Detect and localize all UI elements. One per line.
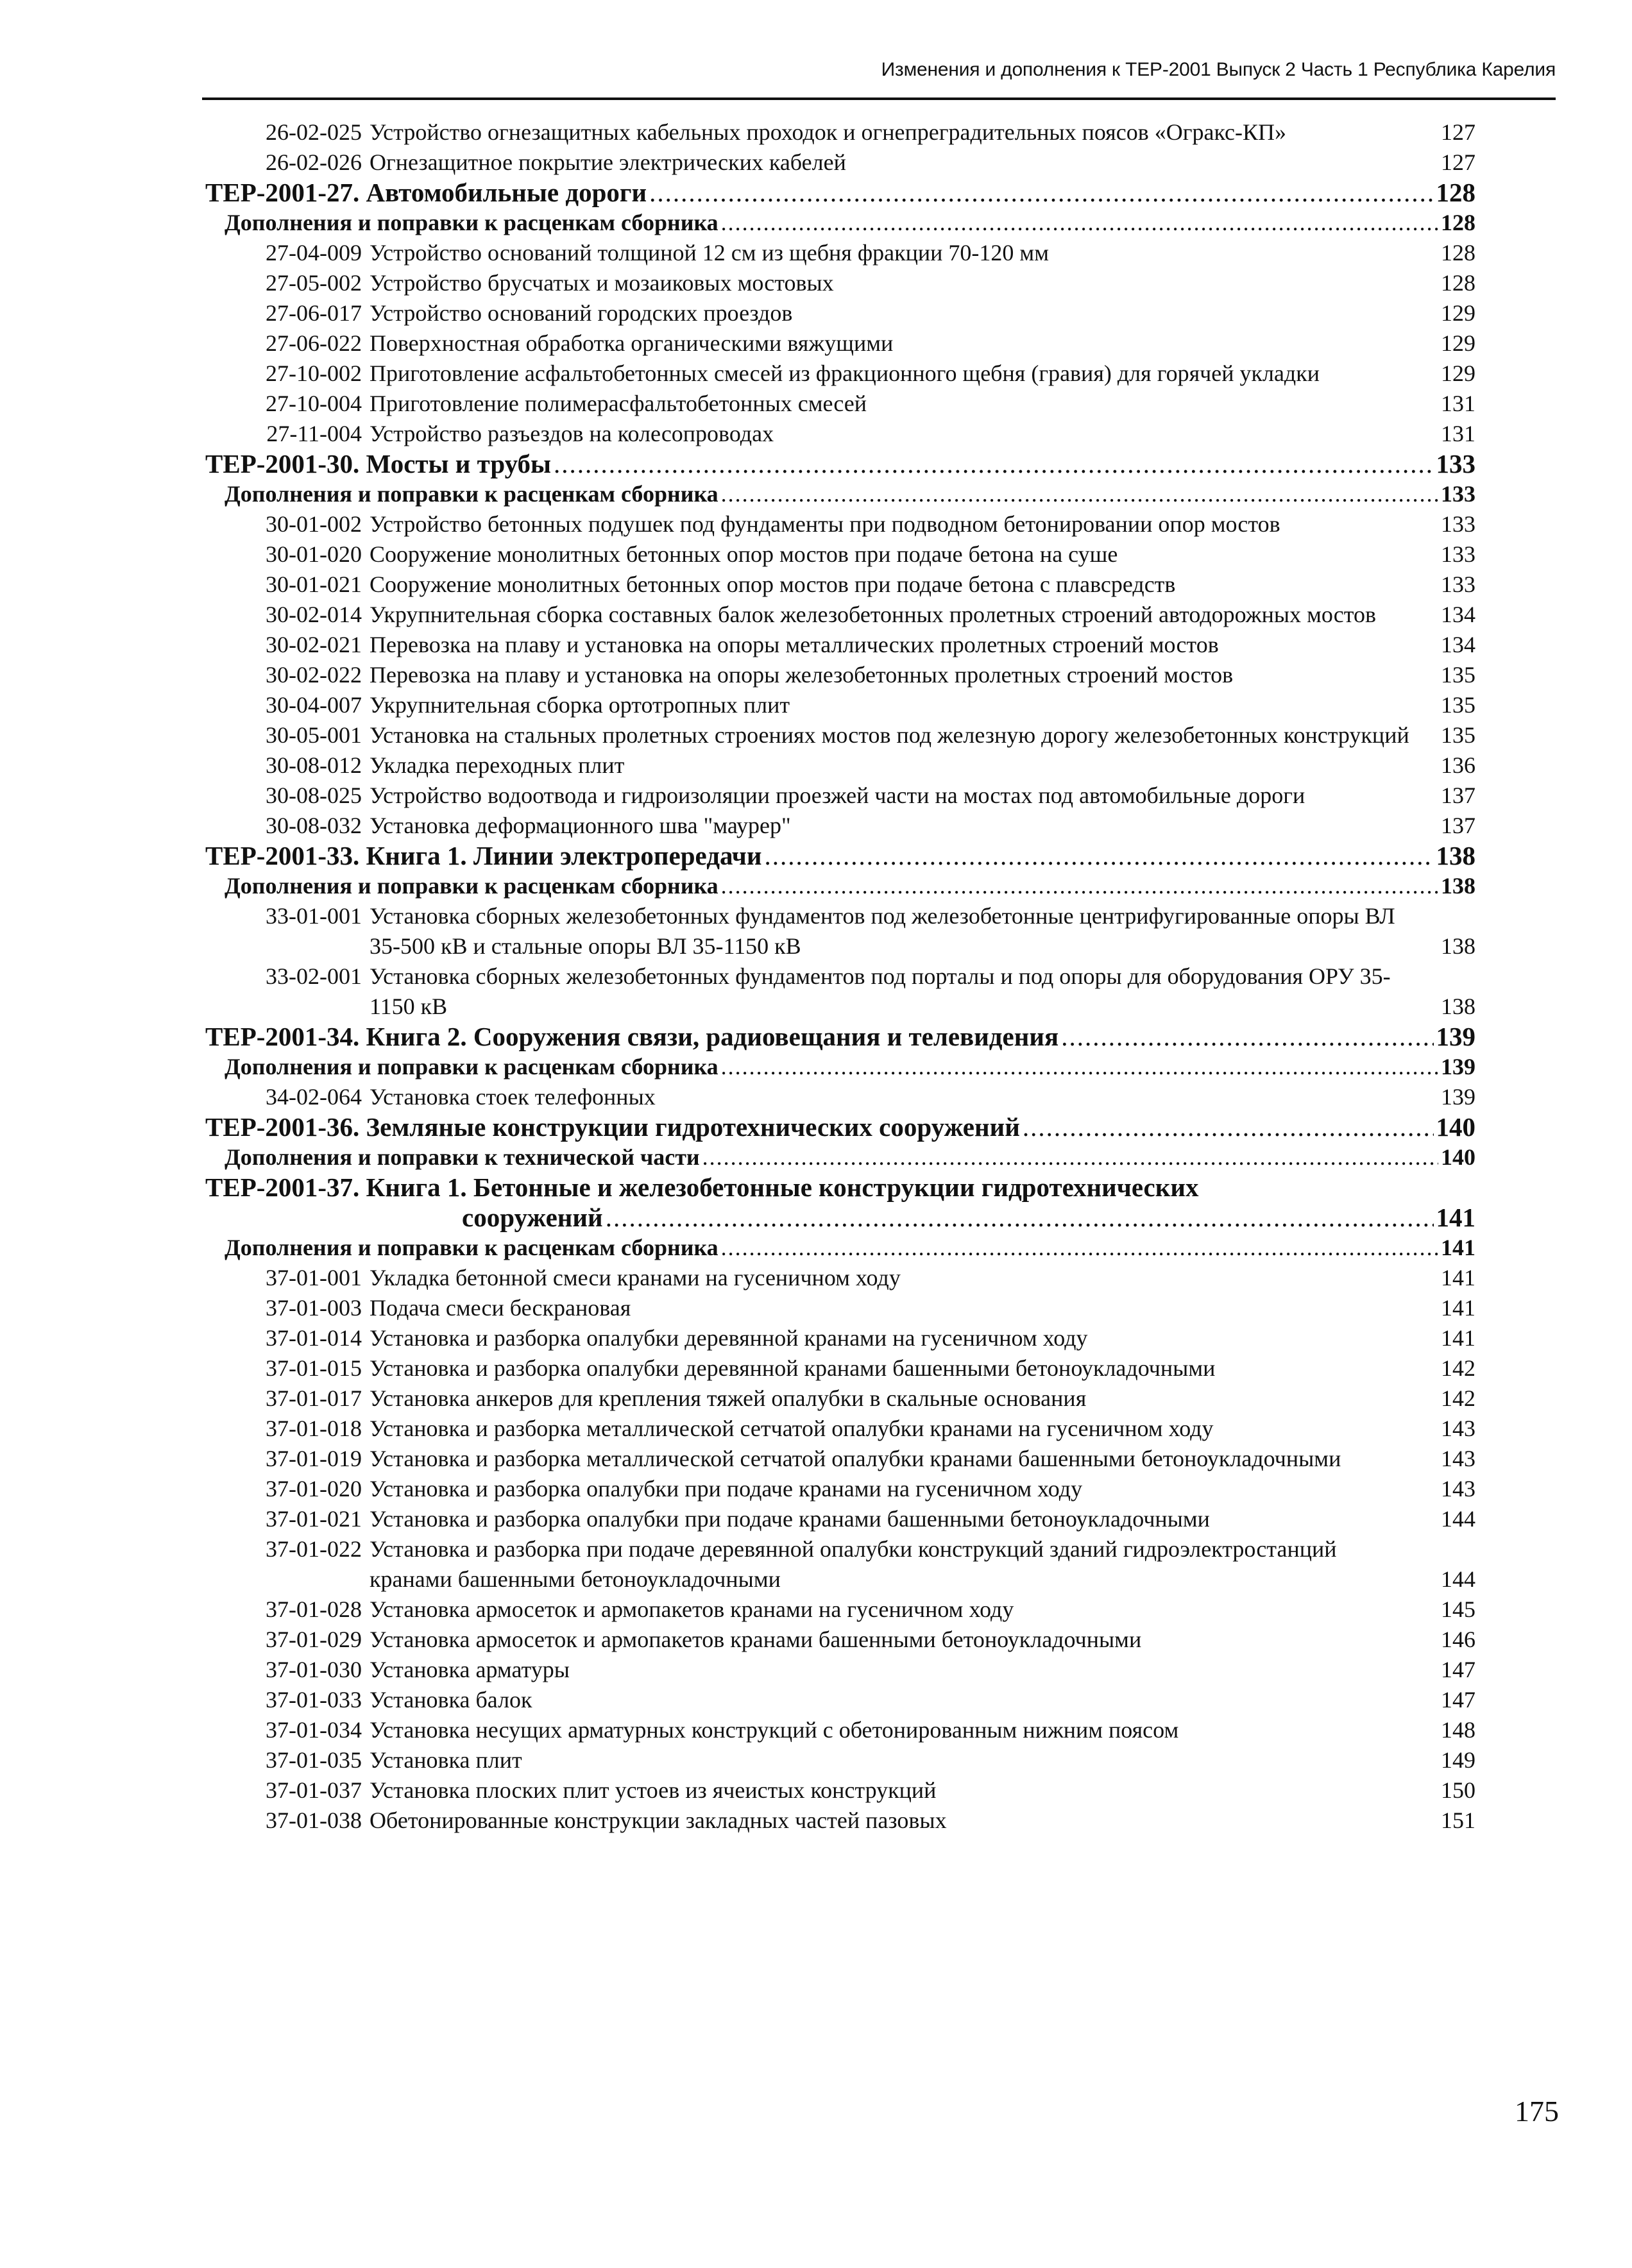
- toc-entry[interactable]: [205, 690, 1475, 720]
- entry-code: 27-06-017: [266, 300, 362, 326]
- subsection-heading-33[interactable]: [205, 871, 1475, 901]
- entry-page: 141: [1441, 1295, 1475, 1321]
- entry-page: 146: [1441, 1627, 1475, 1652]
- entry-page: 134: [1441, 602, 1475, 627]
- dot-leader: [765, 841, 1434, 871]
- section-title: ТЕР-2001-30. Мосты и трубы: [205, 449, 552, 478]
- entry-page: 151: [1441, 1807, 1475, 1833]
- toc-entry[interactable]: [205, 359, 1475, 389]
- entry-page: 133: [1441, 571, 1475, 597]
- entry-page: 135: [1441, 722, 1475, 748]
- entry-code: 30-08-032: [266, 813, 362, 838]
- entry-title: Поверхностная обработка органическими вяжущими: [370, 330, 894, 356]
- section-page: 138: [1436, 841, 1475, 870]
- dot-leader: [721, 871, 1438, 901]
- subsection-page: 133: [1441, 481, 1475, 507]
- entry-page: 131: [1441, 421, 1475, 446]
- entry-title: Установка сборных железобетонных фундаментов под железобетонные центрифугированные опоры ВЛ 35-500 кВ и стальные опоры ВЛ 35-1150 кВ: [370, 903, 1395, 959]
- dot-leader: [721, 1052, 1438, 1082]
- entry-title: Установка на стальных пролетных строениях мостов под железную дорогу железобетонных конструкций: [370, 722, 1409, 748]
- toc-entry[interactable]: [205, 901, 1475, 961]
- entry-title: Укладка переходных плит: [370, 752, 625, 778]
- subsection-title: Дополнения и поправки к расценкам сборника: [225, 873, 718, 899]
- toc-entry[interactable]: [205, 600, 1475, 630]
- entry-code: 37-01-022: [266, 1536, 362, 1562]
- toc-entry[interactable]: [205, 268, 1475, 298]
- toc-entry[interactable]: [205, 1353, 1475, 1384]
- entry-code: 37-01-003: [266, 1295, 362, 1321]
- entry-title: Установка и разборка при подаче деревянной опалубки конструкций зданий гидроэлектростанций кранами башенными бетоноукладочными: [370, 1536, 1337, 1592]
- entry-title: Устройство оснований городских проездов: [370, 300, 793, 326]
- toc-entry[interactable]: [205, 720, 1475, 750]
- entry-code: 37-01-020: [266, 1476, 362, 1502]
- entry-title: Установка арматуры: [370, 1657, 570, 1682]
- entry-code: 30-08-012: [266, 752, 362, 778]
- entry-code: 37-01-028: [266, 1596, 362, 1622]
- entry-page: 145: [1441, 1596, 1475, 1622]
- entry-title: Установка и разборка металлической сетчатой опалубки кранами башенными бетоноукладочными: [370, 1446, 1341, 1471]
- subsection-heading-30[interactable]: [205, 479, 1475, 509]
- section-heading-37[interactable]: [205, 1172, 1475, 1233]
- entry-title: Устройство водоотвода и гидроизоляции проезжей части на мостах под автомобильные дороги: [370, 783, 1305, 808]
- toc-entry[interactable]: [205, 781, 1475, 811]
- toc-entry[interactable]: [205, 1745, 1475, 1775]
- dot-leader: [649, 178, 1433, 208]
- dot-leader: [554, 449, 1433, 479]
- toc-entry[interactable]: [205, 148, 1475, 178]
- entry-page: 128: [1441, 270, 1475, 296]
- entry-code: 33-01-001: [266, 903, 362, 929]
- entry-code: 37-01-035: [266, 1747, 362, 1773]
- entry-page: 144: [1441, 1566, 1475, 1592]
- toc-entry[interactable]: [205, 961, 1475, 1022]
- entry-title: Установка армосеток и армопакетов кранами башенными бетоноукладочными: [370, 1627, 1142, 1652]
- entry-title: Установка стоек телефонных: [370, 1084, 656, 1110]
- entry-page: 133: [1441, 541, 1475, 567]
- toc-entry[interactable]: [205, 509, 1475, 539]
- entry-title: Перевозка на плаву и установка на опоры железобетонных пролетных строений мостов: [370, 662, 1234, 688]
- toc-entry[interactable]: [205, 298, 1475, 328]
- page-number: 175: [1515, 2095, 1559, 2128]
- entry-code: 34-02-064: [266, 1084, 362, 1110]
- section-page: 139: [1436, 1022, 1475, 1051]
- entry-page: 147: [1441, 1687, 1475, 1713]
- section-title: ТЕР-2001-33. Книга 1. Линии электропередачи: [205, 841, 762, 870]
- entry-title: Сооружение монолитных бетонных опор мостов при подаче бетона с плавсредств: [370, 571, 1176, 597]
- section-page: 133: [1436, 449, 1475, 478]
- dot-leader: [702, 1142, 1438, 1172]
- entry-code: 37-01-015: [266, 1355, 362, 1381]
- entry-title: Подача смеси бескрановая: [370, 1295, 631, 1321]
- entry-title: Сооружение монолитных бетонных опор мостов при подаче бетона на суше: [370, 541, 1118, 567]
- entry-code: 30-01-002: [266, 511, 362, 537]
- entry-title: Установка несущих арматурных конструкций с обетонированным нижним поясом: [370, 1717, 1179, 1743]
- section-title: ТЕР-2001-27. Автомобильные дороги: [205, 178, 647, 207]
- subsection-heading-34[interactable]: [205, 1052, 1475, 1082]
- entry-code: 30-02-014: [266, 602, 362, 627]
- entry-title: Установка армосеток и армопакетов кранами на гусеничном ходу: [370, 1596, 1014, 1622]
- entry-code: 37-01-019: [266, 1446, 362, 1471]
- toc-entry[interactable]: [205, 1504, 1475, 1534]
- entry-code: 27-05-002: [266, 270, 362, 296]
- entry-page: 142: [1441, 1385, 1475, 1411]
- entry-title: Установка сборных железобетонных фундаментов под порталы и под опоры для оборудования ОРУ 35-1150 кВ: [370, 963, 1391, 1019]
- entry-title: Устройство огнезащитных кабельных проходок и огнепреградительных поясов «Огракс-КП»: [370, 119, 1287, 145]
- entry-code: 37-01-030: [266, 1657, 362, 1682]
- entry-title: Установка плоских плит устоев из ячеистых конструкций: [370, 1777, 937, 1803]
- entry-code: 37-01-033: [266, 1687, 362, 1713]
- entry-code: 37-01-034: [266, 1717, 362, 1743]
- entry-page: 150: [1441, 1777, 1475, 1803]
- entry-code: 30-02-021: [266, 632, 362, 657]
- subsection-title: Дополнения и поправки к технической части: [225, 1144, 700, 1170]
- dot-leader: [1023, 1112, 1434, 1142]
- toc-entry[interactable]: [205, 1323, 1475, 1353]
- section-heading-30[interactable]: [205, 449, 1475, 479]
- entry-code: 37-01-014: [266, 1325, 362, 1351]
- entry-code: 37-01-029: [266, 1627, 362, 1652]
- subsection-page: 141: [1441, 1235, 1475, 1260]
- toc-entry[interactable]: [205, 1715, 1475, 1745]
- toc-entry[interactable]: [205, 1474, 1475, 1504]
- section-heading-34[interactable]: [205, 1022, 1475, 1052]
- dot-leader: [721, 208, 1438, 238]
- toc-entry[interactable]: [205, 117, 1475, 148]
- entry-page: 137: [1441, 813, 1475, 838]
- section-heading-33[interactable]: [205, 841, 1475, 871]
- section-title-line1: ТЕР-2001-37. Книга 1. Бетонные и железобетонные конструкции гидротехнических: [205, 1172, 1199, 1202]
- entry-title: Укрупнительная сборка составных балок железобетонных пролетных строений автодорожных мостов: [370, 602, 1377, 627]
- entry-code: 30-01-020: [266, 541, 362, 567]
- entry-page: 135: [1441, 692, 1475, 718]
- toc-entry[interactable]: [205, 419, 1475, 449]
- entry-page: 128: [1441, 240, 1475, 266]
- entry-title: Установка и разборка опалубки при подаче кранами на гусеничном ходу: [370, 1476, 1083, 1502]
- entry-title: Установка плит: [370, 1747, 522, 1773]
- toc-entry[interactable]: [205, 1263, 1475, 1293]
- entry-page: 129: [1441, 330, 1475, 356]
- entry-page: 143: [1441, 1416, 1475, 1441]
- toc-entry[interactable]: [205, 811, 1475, 841]
- entry-page: 139: [1441, 1084, 1475, 1110]
- entry-title: Установка и разборка опалубки деревянной кранами на гусеничном ходу: [370, 1325, 1088, 1351]
- entry-page: 133: [1441, 511, 1475, 537]
- entry-title: Огнезащитное покрытие электрических кабелей: [370, 149, 846, 175]
- dot-leader: [1061, 1022, 1433, 1052]
- toc-entry[interactable]: [205, 1444, 1475, 1474]
- entry-code: 37-01-018: [266, 1416, 362, 1441]
- toc-entry[interactable]: [205, 660, 1475, 690]
- toc-entry[interactable]: [205, 389, 1475, 419]
- entry-title: Укладка бетонной смеси кранами на гусеничном ходу: [370, 1265, 901, 1291]
- entry-code: 27-11-004: [266, 421, 362, 446]
- entry-title: Установка анкеров для крепления тяжей опалубки в скальные основания: [370, 1385, 1087, 1411]
- section-page: 140: [1436, 1112, 1475, 1142]
- toc-entry[interactable]: [205, 328, 1475, 359]
- entry-page: 127: [1441, 119, 1475, 145]
- entry-page: 138: [1441, 933, 1475, 959]
- toc-entry[interactable]: [205, 570, 1475, 600]
- entry-page: 149: [1441, 1747, 1475, 1773]
- toc-entry[interactable]: [205, 1625, 1475, 1655]
- entry-page: 129: [1441, 300, 1475, 326]
- entry-page: 143: [1441, 1446, 1475, 1471]
- entry-title: Устройство бетонных подушек под фундаменты при подводном бетонировании опор мостов: [370, 511, 1280, 537]
- subsection-title: Дополнения и поправки к расценкам сборника: [225, 1235, 718, 1260]
- toc-entry[interactable]: [205, 1595, 1475, 1625]
- entry-code: 30-05-001: [266, 722, 362, 748]
- subsection-heading-36[interactable]: [205, 1142, 1475, 1172]
- entry-code: 37-01-038: [266, 1807, 362, 1833]
- dot-leader: [606, 1203, 1434, 1233]
- entry-code: 27-10-004: [266, 391, 362, 416]
- toc-entry[interactable]: [205, 750, 1475, 781]
- subsection-page: 140: [1441, 1144, 1475, 1170]
- section-title-line2: сооружений: [462, 1203, 603, 1232]
- entry-title: Установка и разборка металлической сетчатой опалубки кранами на гусеничном ходу: [370, 1416, 1214, 1441]
- entry-page: 147: [1441, 1657, 1475, 1682]
- entry-title: Устройство разъездов на колесопроводах: [370, 421, 774, 446]
- subsection-title: Дополнения и поправки к расценкам сборника: [225, 1054, 718, 1079]
- toc-entry[interactable]: [205, 1775, 1475, 1806]
- entry-code: 30-04-007: [266, 692, 362, 718]
- section-heading-27[interactable]: [205, 178, 1475, 208]
- entry-code: 33-02-001: [266, 963, 362, 989]
- header-rule: [202, 97, 1556, 100]
- entry-page: 137: [1441, 783, 1475, 808]
- subsection-page: 138: [1441, 873, 1475, 899]
- subsection-page: 128: [1441, 210, 1475, 235]
- entry-code: 37-01-001: [266, 1265, 362, 1291]
- entry-code: 27-10-002: [266, 360, 362, 386]
- entry-title: Установка деформационного шва "маурер": [370, 813, 791, 838]
- section-page: 128: [1436, 178, 1475, 207]
- entry-title: Приготовление полимерасфальтобетонных смесей: [370, 391, 867, 416]
- entry-title: Приготовление асфальтобетонных смесей из фракционного щебня (гравия) для горячей укладки: [370, 360, 1320, 386]
- entry-code: 37-01-021: [266, 1506, 362, 1532]
- section-title-line2-row: [205, 1203, 1475, 1233]
- entry-code: 37-01-017: [266, 1385, 362, 1411]
- entry-page: 129: [1441, 360, 1475, 386]
- toc-entry[interactable]: [205, 1806, 1475, 1836]
- subsection-title: Дополнения и поправки к расценкам сборника: [225, 481, 718, 507]
- dot-leader: [721, 479, 1438, 509]
- section-title: ТЕР-2001-36. Земляные конструкции гидротехнических сооружений: [205, 1112, 1020, 1142]
- entry-title: Установка и разборка опалубки при подаче кранами башенными бетоноукладочными: [370, 1506, 1210, 1532]
- toc-entry[interactable]: [205, 1293, 1475, 1323]
- entry-code: 30-01-021: [266, 571, 362, 597]
- subsection-title: Дополнения и поправки к расценкам сборника: [225, 210, 718, 235]
- entry-title: Установка балок: [370, 1687, 532, 1713]
- entry-page: 131: [1441, 391, 1475, 416]
- entry-code: 30-02-022: [266, 662, 362, 688]
- toc-entry[interactable]: [205, 1082, 1475, 1112]
- entry-title: Устройство оснований толщиной 12 см из щебня фракции 70-120 мм: [370, 240, 1049, 266]
- toc-entry[interactable]: [205, 630, 1475, 660]
- entry-page: 148: [1441, 1717, 1475, 1743]
- entry-code: 26-02-026: [266, 149, 362, 175]
- entry-title: Обетонированные конструкции закладных частей пазовых: [370, 1807, 947, 1833]
- section-heading-36[interactable]: [205, 1112, 1475, 1142]
- entry-page: 142: [1441, 1355, 1475, 1381]
- entry-code: 30-08-025: [266, 783, 362, 808]
- subsection-heading-37[interactable]: [205, 1233, 1475, 1263]
- subsection-page: 139: [1441, 1054, 1475, 1079]
- entry-page: 127: [1441, 149, 1475, 175]
- subsection-heading-27[interactable]: [205, 208, 1475, 238]
- entry-page: 136: [1441, 752, 1475, 778]
- section-title: ТЕР-2001-34. Книга 2. Сооружения связи, радиовещания и телевидения: [205, 1022, 1059, 1051]
- entry-page: 144: [1441, 1506, 1475, 1532]
- entry-page: 141: [1441, 1325, 1475, 1351]
- toc-entry[interactable]: [205, 1534, 1475, 1595]
- entry-code: 37-01-037: [266, 1777, 362, 1803]
- entry-title: Укрупнительная сборка ортотропных плит: [370, 692, 790, 718]
- entry-code: 27-04-009: [266, 240, 362, 266]
- toc-entry[interactable]: [205, 1685, 1475, 1715]
- entry-page: 135: [1441, 662, 1475, 688]
- toc-entry[interactable]: [205, 238, 1475, 268]
- toc-entry[interactable]: [205, 1384, 1475, 1414]
- entry-page: 134: [1441, 632, 1475, 657]
- entry-code: 26-02-025: [266, 119, 362, 145]
- dot-leader: [721, 1233, 1438, 1263]
- entry-code: 27-06-022: [266, 330, 362, 356]
- toc-entry[interactable]: [205, 539, 1475, 570]
- entry-title: Устройство брусчатых и мозаиковых мостовых: [370, 270, 834, 296]
- entry-title: Установка и разборка опалубки деревянной кранами башенными бетоноукладочными: [370, 1355, 1216, 1381]
- entry-page: 143: [1441, 1476, 1475, 1502]
- section-page: 141: [1436, 1203, 1475, 1232]
- table-of-contents: [205, 117, 1475, 1836]
- entry-page: 138: [1441, 994, 1475, 1019]
- running-header: Изменения и дополнения к ТЕР-2001 Выпуск 2 Часть 1 Республика Карелия: [881, 59, 1556, 80]
- entry-title: Перевозка на плаву и установка на опоры металлических пролетных строений мостов: [370, 632, 1219, 657]
- entry-page: 141: [1441, 1265, 1475, 1291]
- toc-entry[interactable]: [205, 1414, 1475, 1444]
- toc-entry[interactable]: [205, 1655, 1475, 1685]
